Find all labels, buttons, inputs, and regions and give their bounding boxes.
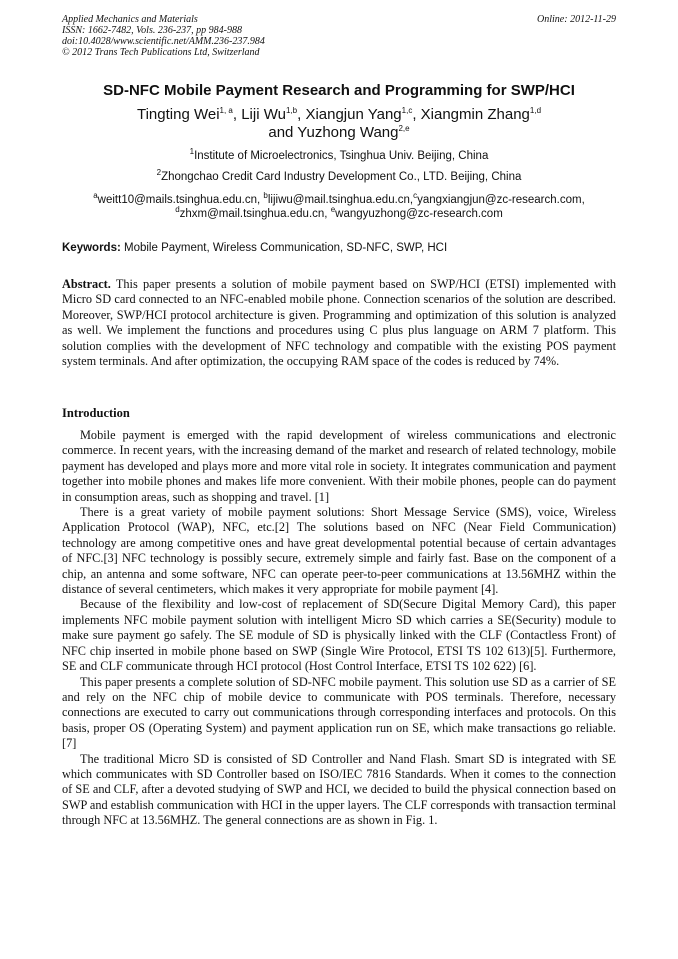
email-sup: a [93, 191, 98, 201]
intro-paragraph: Mobile payment is emerged with the rapid development of wireless communications and electronic commerce. In recent years, with the increasing demand of the market and research of related technology, mobile payment has developed and plays more and more vital role in society. It integrates communication and payment together into mobile phones and makes life more convenient. With their mobile phones, people can do payment in consumption areas, such as shopping and travel. [1] [62, 428, 616, 504]
keywords-line [62, 242, 616, 254]
email-text: weitt10@mails.tsinghua.edu.cn, [97, 194, 264, 206]
email-text: zhxm@mail.tsinghua.edu.cn, [179, 208, 331, 220]
intro-paragraph: The traditional Micro SD is consisted of SD Controller and Nand Flash. Smart SD is integrated with SE which communicates with SD Controller based on ISO/IEC 7816 Standards. When it comes to the connection of SE and CLF, after a devoted studying of SWP and HCI, we decided to build the physical connection based on SWP and establish communication with HCI in the upper layers. The CLF corresponds with transaction terminal through NFC at 13.56MHZ. The general connections are as shown in Fig. 1. [62, 751, 616, 828]
section-heading-introduction: Introduction [62, 406, 130, 420]
author-sup: 1, a [219, 106, 233, 115]
author-name: Xiangjun Yang [305, 106, 402, 123]
author-sep: , [412, 106, 421, 123]
author-sep: , [232, 106, 242, 123]
author-sup: 1,d [529, 106, 542, 115]
copyright-line: © 2012 Trans Tech Publications Ltd, Switzerland [62, 47, 260, 58]
abstract-paragraph [62, 277, 616, 369]
paper-title: SD-NFC Mobile Payment Research and Programming for SWP/HCI [103, 82, 575, 99]
doi-line: doi:10.4028/www.scientific.net/AMM.236-237.984 [62, 36, 265, 47]
issn-line: ISSN: 1662-7482, Vols. 236-237, pp 984-988 [62, 25, 242, 36]
introduction-section [62, 428, 616, 829]
author-list [40, 106, 638, 142]
author-sup: 1,c [401, 106, 413, 115]
keywords-text: Mobile Payment, Wireless Communication, SD-NFC, SWP, HCI [120, 242, 448, 254]
author-name: Liji Wu [241, 106, 286, 123]
author-name: Xiangmin Zhang [420, 106, 530, 123]
email-text: wangyuzhong@zc-research.com [335, 208, 503, 220]
email-text: yangxiangjun@zc-research.com, [417, 194, 585, 206]
intro-paragraph: Because of the flexibility and low-cost of replacement of SD(Secure Digital Memory Card), this paper implements NFC mobile payment solution with intelligent Micro SD which carries a SE(Security) module to make sure payment go safely. The SE module of SD is physically linked with the CLF (Contactless Front) of NFC chip inserted in mobile phone based on SWP (Single Wire Protocol, ETSI TS 102 613)[5]. Furthermore, SE and CLF communicate through HCI protocol (Host Control Interface, ETSI TS 102 622) [6]. [62, 597, 616, 674]
author-name: Tingting Wei [136, 106, 220, 123]
email-sup: c [413, 191, 418, 201]
abstract-label: Abstract. [62, 277, 111, 291]
affiliation-sup: 2 [156, 168, 162, 178]
email-list [40, 193, 638, 221]
email-line-1 [40, 193, 638, 207]
affiliation-text: Zhongchao Credit Card Industry Development Co., LTD. Beijing, China [161, 171, 522, 183]
email-sup: d [175, 205, 180, 215]
author-sup: 2,e [398, 124, 410, 133]
email-text: lijiwu@mail.tsinghua.edu.cn, [267, 194, 414, 206]
email-line-2 [40, 207, 638, 221]
affiliation-text: Institute of Microelectronics, Tsinghua Univ. Beijing, China [194, 150, 489, 162]
affiliation-sup: 1 [189, 147, 195, 157]
keywords-label: Keywords: [62, 242, 121, 254]
email-sup: e [330, 205, 336, 215]
author-sep: , [297, 106, 306, 123]
intro-paragraph: There is a great variety of mobile payment solutions: Short Message Service (SMS), voice, Wireless Application Protocol (WAP), NFC, etc.[2] The solutions based on NFC (Near Field Communication) technology are among competitive ones and have great developmental potential because of certain advantages of NFC.[3] NFC technology is possibly secure, extremely simple and fairly fast. Base on the component of a chip, an antenna and some software, NFC can operate peer-to-peer communications at 13.56MHZ within the distance of several centimeters, which makes it very appropriate for mobile payment [4]. [62, 505, 616, 597]
author-line-2 [40, 124, 638, 142]
journal-name: Applied Mechanics and Materials [62, 14, 198, 25]
affiliation-2 [40, 168, 638, 183]
email-sup: b [263, 191, 268, 201]
journal-header [62, 14, 616, 58]
intro-paragraph: This paper presents a complete solution of SD-NFC mobile payment. This solution use SD as a carrier of SE and rely on the NFC chip of mobile device to communicate with POS terminals. Therefore, necessary connections are executed to carry out communications through corresponding interfaces and protocols. On this basis, proper OS (Operating System) and payment application run on SE, which make transactions go reliable. [7] [62, 674, 616, 751]
author-line-1 [40, 106, 638, 124]
online-date: Online: 2012-11-29 [537, 14, 616, 25]
author-sup: 1,b [285, 106, 298, 115]
affiliation-1 [40, 147, 638, 162]
author-name: and Yuzhong Wang [268, 124, 399, 141]
abstract-text: This paper presents a solution of mobile payment based on SWP/HCI (ETSI) implemented with Micro SD card connected to an NFC-enabled mobile phone. Connection scenarios of the solution are described. Moreover, SWP/HCI protocol architecture is given. Programming and optimization of this solution is analyzed as well. We implement the functions and procedures using C plus plus language on ARM 7 platform. This solution complies with the development of NFC technology and compatible with the existing POS payment system terminals. And after optimization, the occupying RAM space of the codes is reduced by 74%. [62, 277, 616, 369]
abstract-section [62, 277, 616, 369]
